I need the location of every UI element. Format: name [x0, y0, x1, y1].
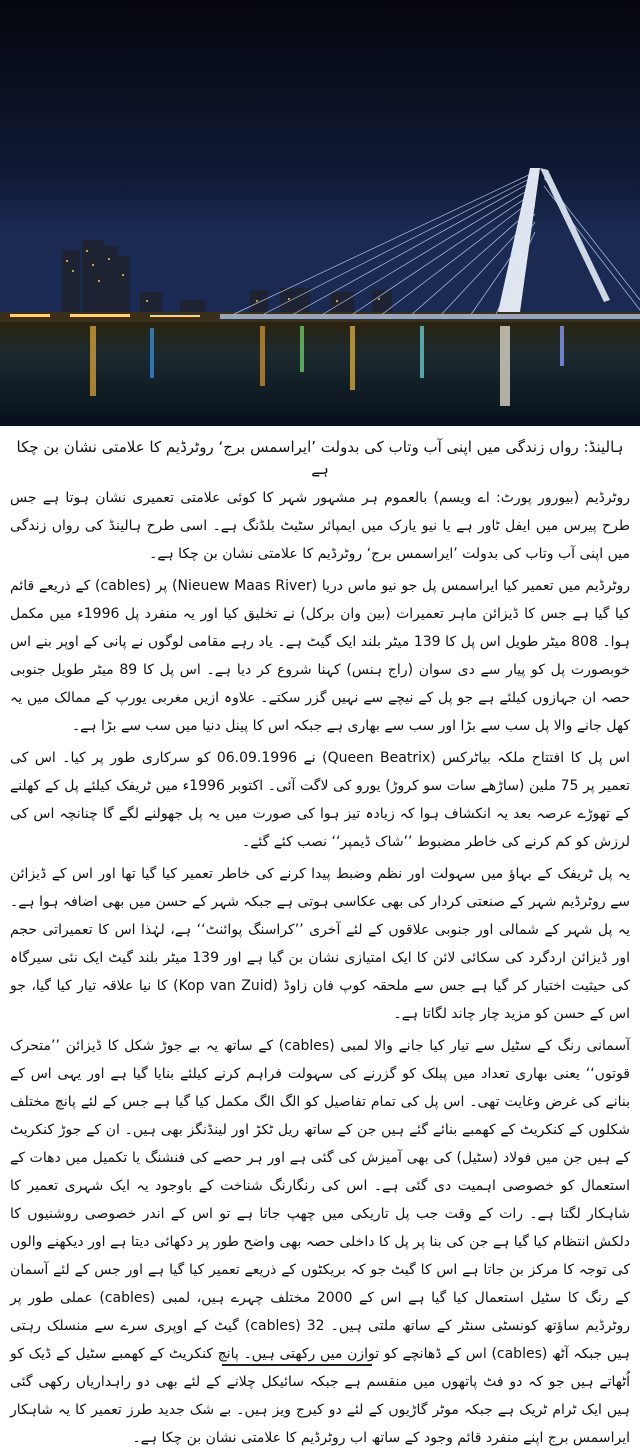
article-paragraph: روٹرڈیم (بیورور پورٹ: اے ویسم) بالعموم ہر مشہور شہر کا کوئی علامتی تعمیری نشان ہوتا ہے جس طرح پیرس میں ایفل ٹاور ہے یا نیو یارک میں ایمپائر سٹیٹ بلڈنگ ہے۔ اسی طرح ہالینڈ کی رواں زندگی میں اپنی آب وتاب کی بدولت ’ایراسمس برج‘ روٹرڈیم کا علامتی نشان بن چکا ہے۔: [10, 490, 630, 562]
article-paragraph: اس پل کا افتتاح ملکہ بیاٹرکس (Queen Beatrix) نے 06.09.1996 کو سرکاری طور پر کیا۔ اس کی تعمیر پر 75 ملین (ساڑھے سات سو کروڑ) یورو کی لاگت آئی۔ اکتوبر 1996ء میں ٹریفک کیلئے پل کے کھلنے کے تھوڑے عرصہ بعد یہ انکشاف ہوا کہ زیادہ تیز ہوا کی صورت میں یہ پل جھولنے لگے گا چنانچہ اس کی لرزش کو کم کرنے کی خاطر مضبوط ’’شاک ڈیمپر‘‘ نصب کئے گئے۔: [10, 750, 631, 850]
bottom-divider: [222, 1364, 372, 1366]
article-paragraph: یہ پل ٹریفک کے بہاؤ میں سہولت اور نظم وضبط پیدا کرنے کی خاطر تعمیر کیا گیا تھا اور اس کے ڈیزائن سے روٹرڈیم شہر کے صنعتی کردار کی بھی عکاسی ہوتی ہے جبکہ شہر کے حسن میں بھی اضافہ ہوا ہے۔ یہ پل شہر کے شمالی اور جنوبی علاقوں کے لئے آخری ’’کراسنگ پوائنٹ‘‘ ہے، لہٰذا اس کا تعمیراتی حجم اور ڈیزائن اردگرد کی سکائی لائن کا ایک امتیازی نشان بن گیا ہے اور 139 میٹر بلند گیٹ ایک نئی سیرگاہ کی حیثیت اختیار کر گیا ہے جس سے ملحقہ کوپ فان زاوڈ (Kop van Zuid) کا نیا علاقہ تیار کیا گیا، جو اس کے حسن کو مزید چار چاند لگاتا ہے۔: [10, 866, 630, 1022]
photo-caption: ہالینڈ: رواں زندگی میں اپنی آب وتاب کی بدولت ’ایراسمس برج‘ روٹرڈیم کا علامتی نشان بن چکا ہے: [16, 438, 624, 478]
bridge-photo: [0, 0, 640, 426]
article-paragraph: روٹرڈیم میں تعمیر کیا ایراسمس پل جو نیو ماس دریا (Nieuew Maas River) پر (cables) کے ذریعے قائم کیا گیا ہے جس کا ڈیزائن ماہر تعمیرات (بین وان برکل) نے تخلیق کیا اور یہ منفرد پل 1996ء میں مکمل ہوا۔ 808 میٹر طویل اس پل کا 139 میٹر بلند ایک گیٹ ہے۔ یاد رہے مقامی لوگوں نے پانی کے اوپر بنے اس خوبصورت پل کو پیار سے دی سوان (راج ہنس) کہنا شروع کر دیا ہے۔ اس پل کا 89 میٹر طویل جنوبی حصہ ان جہازوں کیلئے ہے جو پل کے نیچے سے نہیں گزر سکتے۔ علاوہ ازیں مغربی یورپ کے ممالک میں یہ کھل جانے والا پل سب سے بڑا اور سب سے بھاری ہے جبکہ اس کا پینل دنیا میں سب سے بڑا ہے۔: [10, 578, 631, 734]
article-paragraph: آسمانی رنگ کے سٹیل سے تیار کیا جانے والا لمبی (cables) کے ساتھ یہ بے جوڑ شکل کا ڈیزائن ’’متحرک قوتوں‘‘ یعنی بھاری تعداد میں پبلک کو گزرنے کی سہولت فراہم کرنے کیلئے بنایا گیا ہے اور یہی اس کے بنانے کی غرض وغایت تھی۔ اس پل کی تمام تفاصیل کو الگ الگ مکمل کیا گیا ہے جس کے لئے پانچ مختلف شکلوں کے کنکریٹ کے کھمبے بنائے گئے ہیں جن کے ساتھ ریل ٹکڑ اور لینڈنگز بھی ہیں۔ ان کے جوڑ کنکریٹ کے ہیں جن میں فولاد (سٹیل) کی بھی آمیزش کی گئی ہے اور ہر حصے کی فنشنگ یا تکمیل میں دھات کے استعمال کو خصوصی اہمیت دی گئی ہے۔ اس کی رنگارنگ شناخت کے باوجود یہ ایک شہری تعمیر کا شاہکار لگتا ہے۔ رات کے وقت جب پل تاریکی میں چھپ جاتا ہے تو اس کے اندر خصوصی روشنیوں کا دلکش انتظام کیا گیا ہے جن کی بنا پر پل کا داخلی حصہ بھی واضح طور پر دکھائی دیتا ہے اور دیکھنے والوں کی توجہ کا مرکز بن جاتا ہے اس کا گیٹ جو کہ بریکٹوں کے ذریعے تعمیر کیا گیا ہے اور جس کے لئے آسمان کے رنگ کا سٹیل استعمال کیا گیا ہے اس کے 2000 مختلف چہرے ہیں، لمبی (cables) عملی طور پر روٹرڈیم ساؤتھ کونسٹی سنٹر کے ساتھ ملتی ہیں۔ 32 (cables) گیٹ کے اوپری سرے سے منسلک رہتی ہیں جبکہ آٹھ (cables) اس کے ڈھانچے کو توازن میں رکھتی ہیں۔ پانچ کنکریٹ کے کھمبے سٹیل کے ڈیک کو اُٹھاتے ہیں جو کہ دو فٹ پاتھوں میں منقسم ہے جبکہ سائیکل چلانے کے لئے بھی دو راہداریاں رکھی گئی ہیں ایک ٹرام ٹریک ہے جبکہ موٹر گاڑیوں کے لئے دو کیرج ویز ہیں۔ بے شک جدید طرز تعمیر کا یہ شاہکار ایراسمس برج اپنے منفرد قائم وجود کے ساتھ اب روٹرڈیم کا علامتی نشان بن چکا ہے۔: [10, 1038, 630, 1446]
article-body: [10, 484, 630, 1452]
rotterdam-erasmus-bridge-night-photo-icon: [0, 0, 640, 426]
